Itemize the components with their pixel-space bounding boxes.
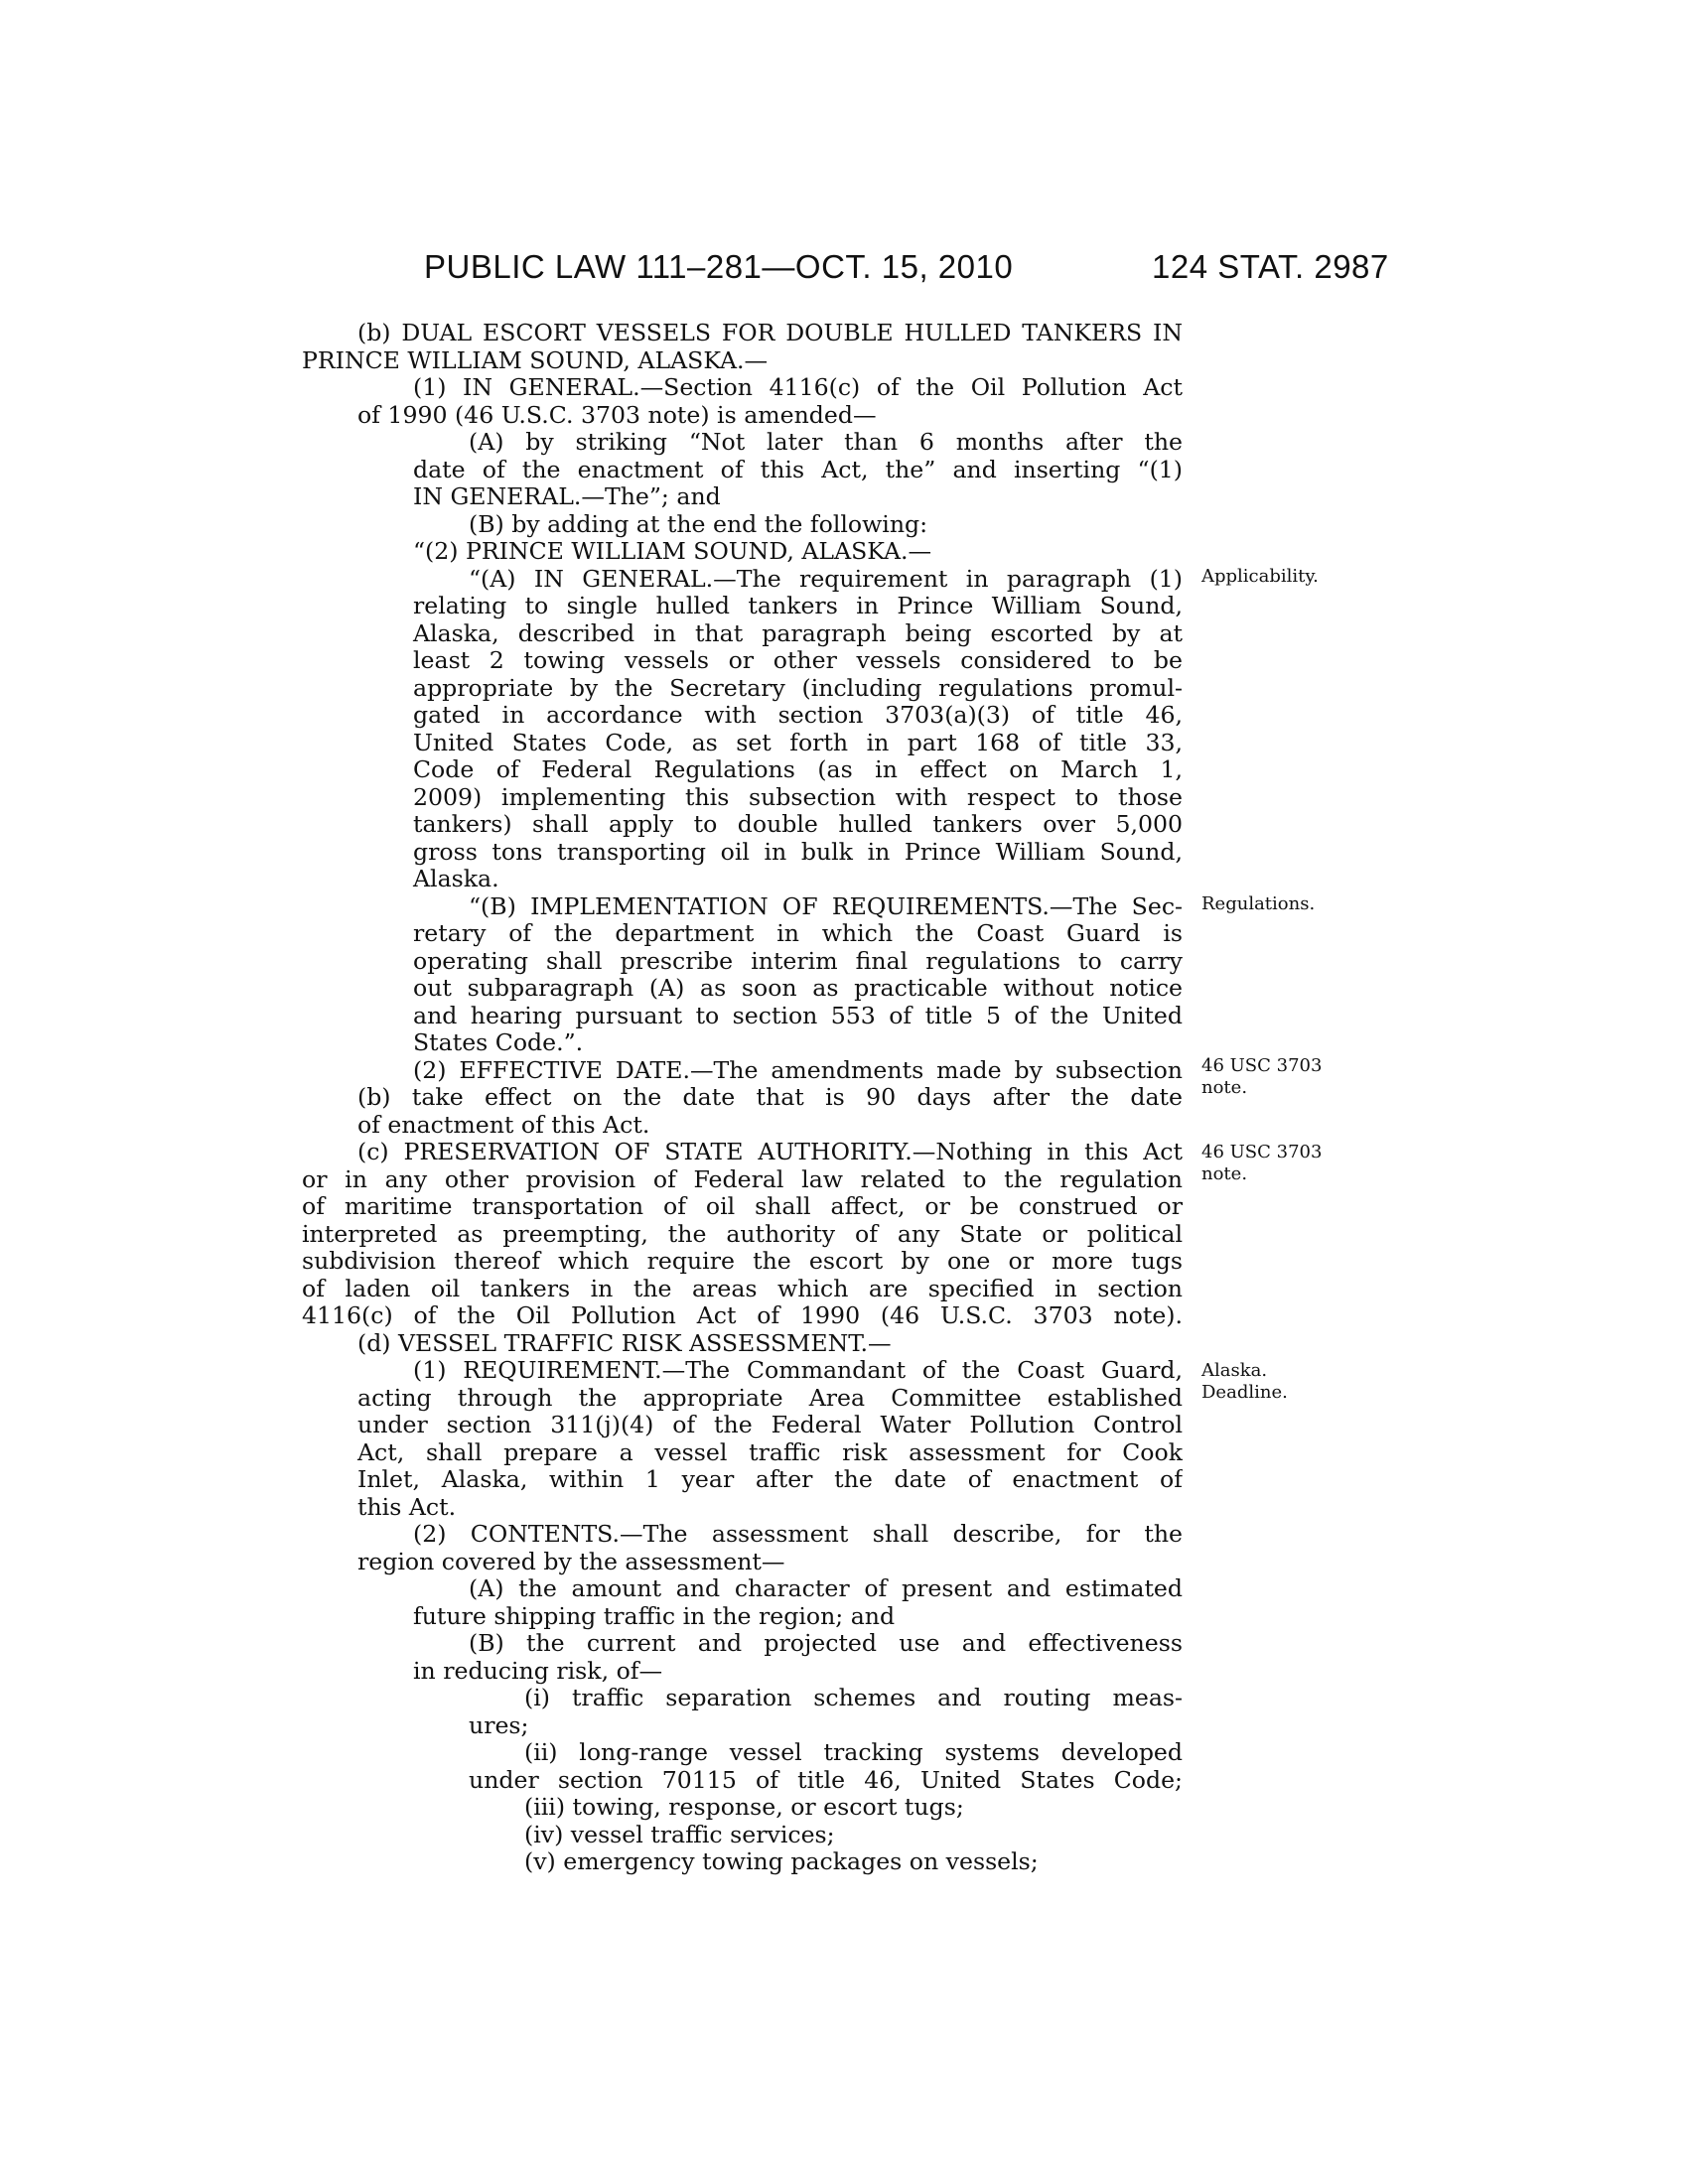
text-line: of enactment of this Act. <box>357 1111 650 1139</box>
text-line: gated in accordance with section 3703(a)(3) of title 46, <box>413 702 1183 729</box>
text-line: 4116(c) of the Oil Pollution Act of 1990 (46 U.S.C. 3703 note). <box>302 1302 1183 1329</box>
running-header-law: PUBLIC LAW 111–281—OCT. 15, 2010 <box>424 248 1014 285</box>
text-line: future shipping traffic in the region; and <box>413 1602 896 1630</box>
text-line: in reducing risk, of— <box>413 1657 663 1685</box>
text-line: date of the enactment of this Act, the” and inserting “(1) <box>413 456 1183 483</box>
text-line: (b) DUAL ESCORT VESSELS FOR DOUBLE HULLED TANKERS IN <box>357 320 1183 346</box>
margin-note-regulations <box>1201 893 1315 915</box>
margin-note-line: note. <box>1201 1163 1248 1184</box>
text-line: 2009) implementing this subsection with respect to those <box>413 783 1183 811</box>
text-line: interpreted as preempting, the authority of any State or political <box>302 1220 1183 1248</box>
text-line: (c) PRESERVATION OF STATE AUTHORITY.—Nothing in this Act <box>357 1139 1183 1165</box>
text-line: under section 311(j)(4) of the Federal Water Pollution Control <box>357 1412 1183 1438</box>
text-line: operating shall prescribe interim final regulations to carry <box>413 947 1183 975</box>
text-line: “(A) IN GENERAL.—The requirement in paragraph (1) <box>469 565 1183 593</box>
text-line: retary of the department in which the Coast Guard is <box>413 920 1183 947</box>
text-line: (1) IN GENERAL.—Section 4116(c) of the Oil Pollution Act <box>413 374 1183 401</box>
text-line: (d) VESSEL TRAFFIC RISK ASSESSMENT.— <box>357 1329 892 1357</box>
text-line: region covered by the assessment— <box>357 1548 785 1575</box>
text-line: IN GENERAL.—The”; and <box>413 483 721 510</box>
text-line: (2) EFFECTIVE DATE.—The amendments made by subsection <box>413 1056 1183 1084</box>
text-line: least 2 towing vessels or other vessels considered to be <box>413 647 1183 674</box>
text-line: (i) traffic separation schemes and routing meas- <box>524 1685 1183 1711</box>
margin-note-usc-2 <box>1201 1142 1322 1185</box>
text-line: appropriate by the Secretary (including regulations promul- <box>413 674 1183 702</box>
text-line: subdivision thereof which require the escort by one or more tugs <box>302 1248 1183 1275</box>
margin-note-line: 46 USC 3703 <box>1201 1142 1323 1162</box>
text-line: Inlet, Alaska, within 1 year after the date of enactment of <box>357 1466 1183 1493</box>
margin-note-line: Deadline. <box>1201 1382 1288 1403</box>
text-line: (iii) towing, response, or escort tugs; <box>524 1794 964 1821</box>
text-line: and hearing pursuant to section 553 of title 5 of the United <box>413 1002 1183 1029</box>
text-line: “(2) PRINCE WILLIAM SOUND, ALASKA.— <box>413 538 932 565</box>
text-line: of 1990 (46 U.S.C. 3703 note) is amended— <box>357 401 877 429</box>
text-line: Act, shall prepare a vessel traffic risk assessment for Cook <box>357 1438 1183 1466</box>
text-line: Alaska. <box>413 866 499 892</box>
text-line: (ii) long-range vessel tracking systems developed <box>524 1739 1183 1766</box>
text-line: (iv) vessel traffic services; <box>524 1821 835 1848</box>
text-line: or in any other provision of Federal law related to the regulation <box>302 1165 1183 1193</box>
text-line: (v) emergency towing packages on vessels; <box>524 1848 1039 1875</box>
margin-note-applicability <box>1201 566 1319 588</box>
text-line: Alaska, described in that paragraph being escorted by at <box>413 619 1183 647</box>
text-line: United States Code, as set forth in part 168 of title 33, <box>413 729 1183 756</box>
text-line: relating to single hulled tankers in Prince William Sound, <box>413 593 1183 619</box>
text-line: gross tons transporting oil in bulk in Prince William Sound, <box>413 838 1183 866</box>
running-header-stat: 124 STAT. 2987 <box>1152 248 1389 285</box>
margin-note-line: note. <box>1201 1077 1248 1098</box>
margin-note-line: Applicability. <box>1201 566 1319 587</box>
text-line: acting through the appropriate Area Committee established <box>357 1384 1183 1412</box>
margin-note-line: Alaska. <box>1201 1360 1268 1381</box>
text-line: (B) by adding at the end the following: <box>469 510 928 538</box>
text-line: (b) take effect on the date that is 90 days after the date <box>357 1084 1183 1111</box>
text-line: out subparagraph (A) as soon as practicable without notice <box>413 975 1183 1002</box>
text-line: (B) the current and projected use and effectiveness <box>469 1630 1183 1657</box>
text-line: ures; <box>469 1711 529 1739</box>
margin-note-line: 46 USC 3703 <box>1201 1055 1323 1076</box>
margin-note-line: Regulations. <box>1201 893 1316 914</box>
text-line: States Code.”. <box>413 1029 584 1056</box>
text-line: (2) CONTENTS.—The assessment shall describe, for the <box>413 1521 1183 1548</box>
text-line: Code of Federal Regulations (as in effect on March 1, <box>413 756 1183 783</box>
text-line: PRINCE WILLIAM SOUND, ALASKA.— <box>302 346 769 374</box>
text-line: of laden oil tankers in the areas which are specified in section <box>302 1275 1183 1302</box>
text-line: (1) REQUIREMENT.—The Commandant of the Coast Guard, <box>413 1357 1183 1384</box>
text-line: “(B) IMPLEMENTATION OF REQUIREMENTS.—The Sec- <box>469 892 1183 920</box>
text-line: tankers) shall apply to double hulled tankers over 5,000 <box>413 811 1183 838</box>
text-line: (A) by striking “Not later than 6 months after the <box>469 429 1183 456</box>
margin-note-usc-1 <box>1201 1055 1322 1099</box>
text-line: under section 70115 of title 46, United States Code; <box>469 1766 1183 1794</box>
margin-note-alaska-deadline <box>1201 1360 1288 1404</box>
text-line: this Act. <box>357 1493 457 1521</box>
text-line: (A) the amount and character of present and estimated <box>469 1575 1183 1602</box>
body-text <box>302 320 1183 1876</box>
text-line: of maritime transportation of oil shall affect, or be construed or <box>302 1193 1183 1220</box>
